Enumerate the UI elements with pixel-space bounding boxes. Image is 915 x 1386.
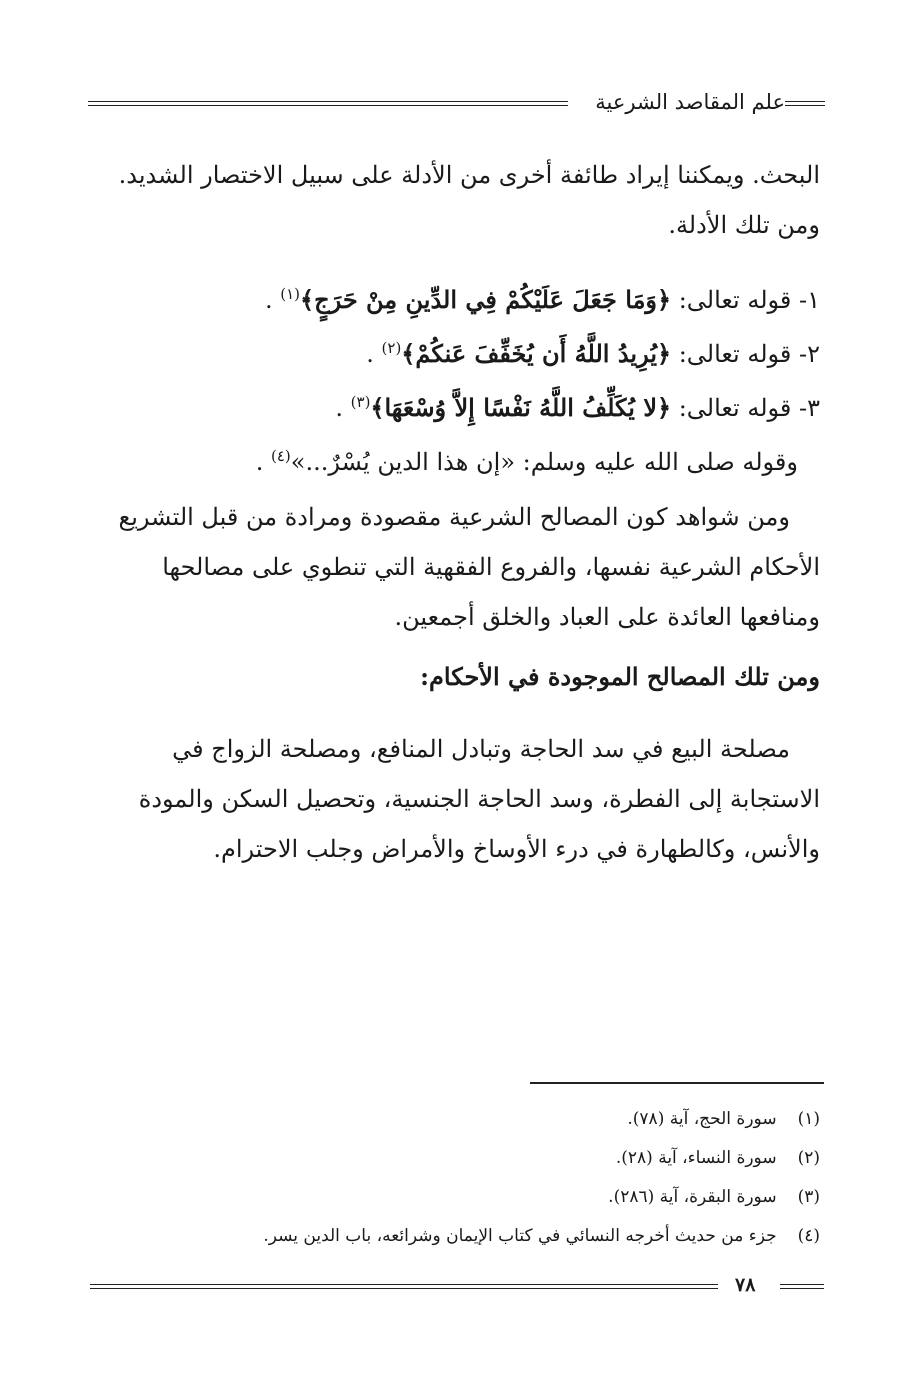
header-rule-right — [785, 101, 825, 106]
quran-verse: ﴿وَمَا جَعَلَ عَلَيْكُمْ فِي الدِّينِ مِنْ حَرَجٍ﴾ — [300, 285, 672, 314]
footnote-text: سورة الحج، آية (٧٨). — [627, 1109, 777, 1129]
footnote-number: (١) — [797, 1109, 820, 1129]
page-number: ٧٨ — [735, 1274, 756, 1296]
footnote-text: سورة النساء، آية (٢٨). — [615, 1148, 777, 1168]
footnote-item — [90, 1217, 820, 1256]
footnote-ref: (٣) — [350, 393, 371, 411]
footnote-number: (٣) — [797, 1187, 820, 1207]
footnote-item — [90, 1139, 820, 1178]
footnote-ref: (١) — [280, 285, 301, 303]
footnote-item — [90, 1178, 820, 1217]
footnote-item — [90, 1100, 820, 1139]
intro-line: البحث. ويمكننا إيراد طائفة أخرى من الأدلة على سبيل الاختصار الشديد. — [118, 161, 820, 189]
evidence-end: . — [335, 394, 343, 422]
hadith-text: «إن هذا الدين يُسْرٌ...» — [290, 448, 515, 476]
footnote-number: (٢) — [797, 1148, 820, 1168]
header-rule-left — [88, 101, 568, 106]
evidence-end: . — [255, 448, 264, 476]
evidence-list — [90, 270, 820, 486]
footnote-ref: (٢) — [381, 339, 402, 357]
evidence-end: . — [264, 286, 273, 314]
paragraph-examples — [90, 724, 820, 874]
evidence-end: . — [366, 340, 374, 368]
paragraph-line: الأحكام الشرعية نفسها، والفروع الفقهية التي تنطوي على مصالحها — [162, 553, 820, 581]
quran-verse: ﴿لا يُكَلِّفُ اللَّهُ نَفْسًا إِلاَّ وُسْعَهَا﴾ — [370, 393, 672, 422]
section-heading: ومن تلك المصالح الموجودة في الأحكام: — [420, 662, 820, 691]
intro-paragraph — [90, 150, 820, 250]
footnote-text: سورة البقرة، آية (٢٨٦). — [608, 1187, 777, 1207]
paragraph-evidence-rulings — [90, 492, 820, 642]
evidence-label: ١- قوله تعالى: — [678, 286, 820, 314]
paragraph-line: والأنس، وكالطهارة في درء الأوساخ والأمراض وجلب الاحترام. — [213, 835, 820, 863]
footnotes — [90, 1100, 820, 1256]
footer-rule-left — [90, 1284, 718, 1289]
evidence-item-1 — [90, 270, 820, 324]
paragraph-line: ومن شواهد كون المصالح الشرعية مقصودة ومرادة من قبل التشريع — [118, 503, 790, 531]
paragraph-line: ومنافعها العائدة على العباد والخلق أجمعين. — [394, 603, 820, 631]
paragraph-line: الاستجابة إلى الفطرة، وسد الحاجة الجنسية، وتحصيل السكن والمودة — [138, 785, 820, 813]
evidence-item-4 — [90, 432, 820, 486]
intro-line: ومن تلك الأدلة. — [668, 211, 820, 239]
paragraph-line: مصلحة البيع في سد الحاجة وتبادل المنافع، ومصلحة الزواج في — [172, 735, 790, 763]
footnote-text: جزء من حديث أخرجه النسائي في كتاب الإيمان وشرائعه، باب الدين يسر. — [263, 1226, 777, 1246]
footnote-separator — [530, 1082, 824, 1084]
evidence-label: ٢- قوله تعالى: — [678, 340, 820, 368]
evidence-label: ٣- قوله تعالى: — [678, 394, 820, 422]
evidence-item-3 — [90, 378, 820, 432]
evidence-label: وقوله صلى الله عليه وسلم: — [522, 448, 798, 476]
footer-rule-right — [780, 1284, 824, 1289]
evidence-item-2 — [90, 324, 820, 378]
footnote-number: (٤) — [797, 1226, 820, 1246]
quran-verse: ﴿يُرِيدُ اللَّهُ أَن يُخَفِّفَ عَنكُمْ﴾ — [401, 339, 672, 368]
running-header-title: علم المقاصد الشرعية — [595, 90, 785, 114]
footnote-ref: (٤) — [271, 447, 291, 465]
